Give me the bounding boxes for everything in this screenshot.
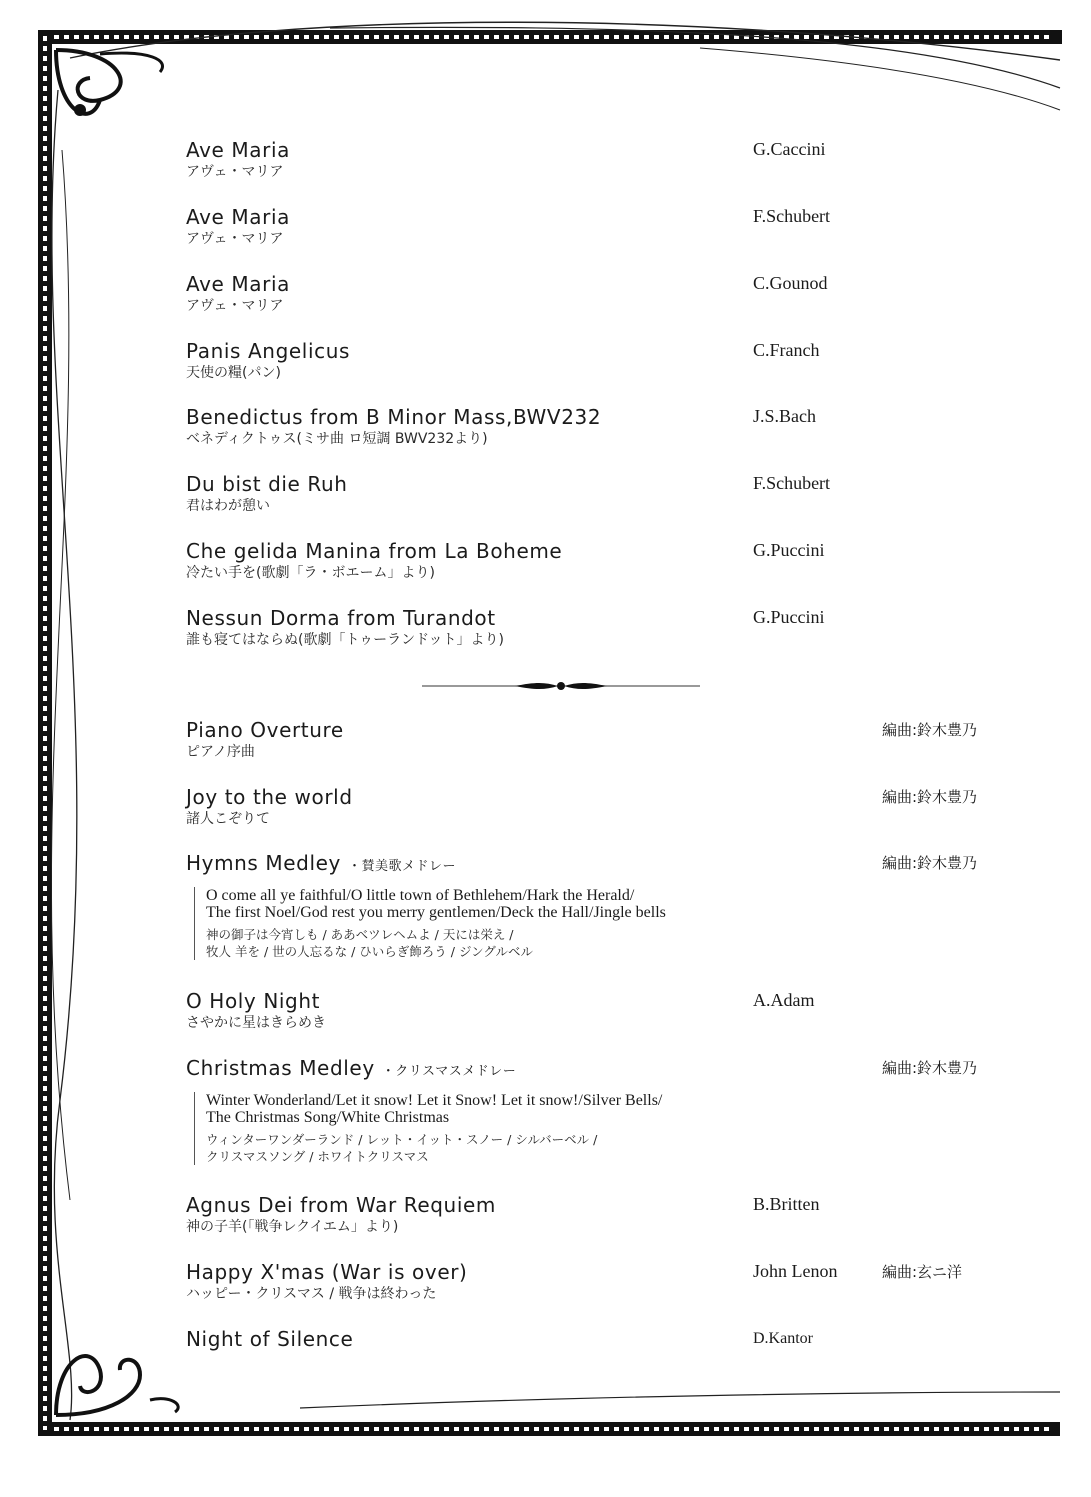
composer: F.Schubert — [753, 473, 831, 493]
medley-songs-japanese: 牧人 羊を / 世の人忘るな / ひいらぎ飾ろう / ジングルベル — [206, 944, 534, 959]
programme-item — [186, 718, 1006, 761]
programme-item — [186, 405, 1006, 448]
composer: B.Britten — [753, 1194, 820, 1214]
piece-title: O Holy Night — [186, 989, 321, 1013]
programme-item — [186, 1327, 1006, 1351]
piece-title-japanese: 冷たい手を(歌劇「ラ・ボエーム」より) — [186, 565, 435, 581]
medley-songs-english: O come all ye faithful/O little town of Bethlehem/Hark the Herald/ — [206, 887, 635, 904]
piece-title-japanese: さやかに星はきらめき — [186, 1015, 326, 1031]
piece-title-japanese: 諸人こぞりて — [186, 811, 270, 827]
programme-item — [186, 785, 1006, 828]
piece-title-japanese: アヴェ・マリア — [186, 231, 284, 247]
piece-title-japanese: アヴェ・マリア — [186, 298, 284, 314]
composer: A.Adam — [753, 990, 815, 1010]
programme-item — [186, 1260, 1006, 1303]
piece-title-japanese: ・クリスマスメドレー — [381, 1064, 517, 1079]
composer: D.Kantor — [753, 1330, 813, 1347]
piece-title: Benedictus from B Minor Mass,BWV232 — [186, 405, 602, 429]
piece-title: Happy X'mas (War is over) — [186, 1260, 468, 1284]
ornamental-divider — [420, 678, 702, 694]
piece-title: Nessun Dorma from Turandot — [186, 606, 496, 630]
piece-title-japanese: 君はわが憩い — [186, 498, 270, 514]
programme-item — [186, 205, 1006, 248]
composer: C.Gounod — [753, 273, 828, 293]
piece-title: Night of Silence — [186, 1327, 354, 1351]
piece-title-japanese: ベネディクトゥス(ミサ曲 ロ短調 BWV232より) — [186, 431, 488, 447]
piece-title: Du bist die Ruh — [186, 472, 348, 496]
medley-songs-english: The Christmas Song/White Christmas — [206, 1109, 450, 1126]
programme-item-medley — [186, 851, 1006, 960]
programme-item — [186, 989, 1006, 1032]
piece-title: Ave Maria — [186, 205, 290, 229]
composer: G.Puccini — [753, 607, 825, 627]
composer: C.Franch — [753, 340, 820, 360]
piece-title-japanese: ハッピー・クリスマス / 戦争は終わった — [186, 1286, 437, 1302]
piece-title: Agnus Dei from War Requiem — [186, 1193, 496, 1217]
arranger: 編曲:鈴木豊乃 — [882, 788, 978, 806]
programme-item — [186, 472, 1006, 515]
composer: G.Caccini — [753, 139, 826, 159]
arranger: 編曲:鈴木豊乃 — [882, 854, 978, 872]
arranger: 編曲:玄ニ洋 — [882, 1263, 963, 1281]
medley-songs-japanese: ウィンターワンダーランド / レット・イット・スノー / シルバーベル / — [206, 1132, 598, 1147]
piece-title-japanese: 天使の糧(パン) — [186, 365, 281, 381]
composer: John Lenon — [753, 1261, 838, 1281]
programme-item — [186, 339, 1006, 382]
piece-title: Joy to the world — [186, 785, 353, 809]
piece-title-japanese: 神の子羊(「戦争レクイエム」より) — [186, 1219, 399, 1235]
composer: J.S.Bach — [753, 406, 816, 426]
piece-title: Che gelida Manina from La Boheme — [186, 539, 563, 563]
programme-item-medley — [186, 1056, 1006, 1165]
medley-contents — [194, 887, 1006, 960]
medley-contents — [194, 1092, 1006, 1165]
medley-songs-english: The first Noel/God rest you merry gentlemen/Deck the Hall/Jingle bells — [206, 904, 666, 921]
piece-title-japanese: 誰も寝てはならぬ(歌劇「トゥーランドット」より) — [186, 632, 505, 648]
piece-title: Panis Angelicus — [186, 339, 350, 363]
piece-title: Ave Maria — [186, 138, 290, 162]
medley-songs-japanese: クリスマスソング / ホワイトクリスマス — [206, 1149, 429, 1164]
programme-item — [186, 539, 1006, 582]
piece-title-japanese: ピアノ序曲 — [186, 744, 255, 760]
piece-title-japanese: アヴェ・マリア — [186, 164, 284, 180]
programme-item — [186, 138, 1006, 181]
piece-title: Hymns Medley — [186, 851, 341, 875]
programme-item — [186, 606, 1006, 649]
medley-songs-english: Winter Wonderland/Let it snow! Let it Snow! Let it snow!/Silver Bells/ — [206, 1092, 663, 1109]
medley-songs-japanese: 神の御子は今宵しも / ああベツレヘムよ / 天には栄え / — [206, 927, 514, 942]
arranger: 編曲:鈴木豊乃 — [882, 721, 978, 739]
composer: G.Puccini — [753, 540, 825, 560]
piece-title-japanese: ・賛美歌メドレー — [347, 859, 456, 874]
arranger: 編曲:鈴木豊乃 — [882, 1059, 978, 1077]
piece-title: Christmas Medley — [186, 1056, 375, 1080]
piece-title: Ave Maria — [186, 272, 290, 296]
piece-title: Piano Overture — [186, 718, 344, 742]
programme-item — [186, 272, 1006, 315]
composer: F.Schubert — [753, 206, 831, 226]
programme-item — [186, 1193, 1006, 1236]
